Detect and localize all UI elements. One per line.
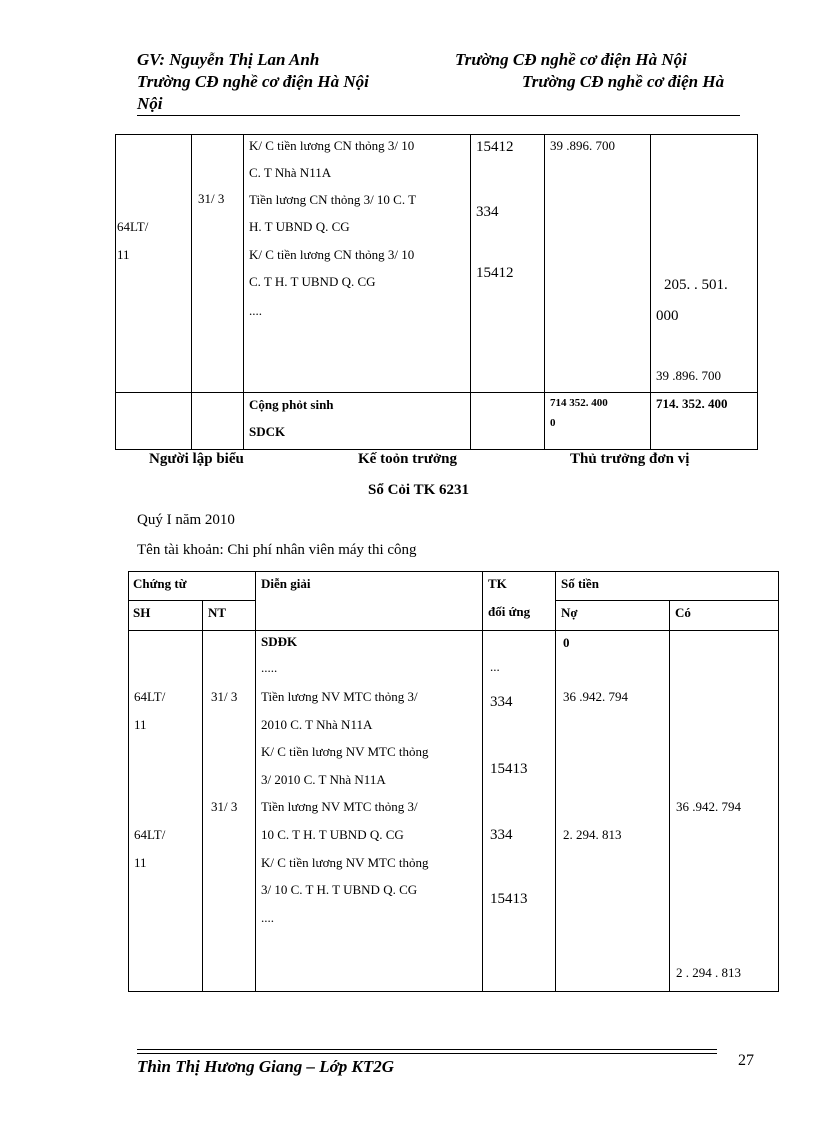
tk-dots: ... [490, 659, 500, 674]
tk-cell: 15412 [476, 139, 514, 155]
desc-line: .... [249, 303, 262, 318]
signature-accountant: Kế toỏn trưởng [358, 451, 457, 467]
page-number: 27 [738, 1052, 754, 1069]
desc-line: Tiền lương CN thỏng 3/ 10 C. T [249, 192, 417, 207]
no-cell: 36 .942. 794 [563, 689, 628, 704]
sdk-value: 0 [563, 635, 570, 650]
tk-cell: 15412 [476, 265, 514, 281]
ledger-account-name: Tên tài khoản: Chi phí nhân viên máy thi công [137, 542, 417, 558]
desc-line: 3/ 10 C. T H. T UBND Q. CG [261, 882, 418, 897]
table-row [129, 631, 779, 992]
total-no: 714 352. 400 [550, 397, 608, 409]
desc-line: K/ C tiền lương CN thỏng 3/ 10 [249, 138, 415, 153]
desc-line: Tiền lương NV MTC thỏng 3/ [261, 799, 418, 814]
account-table-1 [115, 134, 758, 450]
footer-author: Thìn Thị Hương Giang – Lớp KT2G [137, 1057, 395, 1076]
sh-cell: 11 [117, 247, 130, 262]
header-sh: SH [133, 605, 151, 620]
total-co: 714. 352. 400 [656, 396, 728, 411]
desc-line: C. T H. T UBND Q. CG [249, 274, 376, 289]
sdck-label: SDCK [249, 424, 286, 439]
desc-line: K/ C tiền lương NV MTC thỏng [261, 855, 429, 870]
signature-head: Thủ trưởng đơn vị [570, 451, 690, 467]
nt-cell: 31/ 3 [211, 799, 238, 814]
desc-line: 10 C. T H. T UBND Q. CG [261, 827, 404, 842]
header-nt: NT [208, 605, 227, 620]
total-no: 0 [550, 417, 556, 429]
ledger-table [128, 571, 779, 992]
co-cell: 000 [656, 308, 679, 324]
header-tk: TK [488, 576, 507, 591]
sh-cell: 11 [134, 855, 147, 870]
sh-cell: 11 [134, 717, 147, 732]
co-cell: 36 .942. 794 [676, 799, 741, 814]
desc-line: 3/ 2010 C. T Nhà N11A [261, 772, 386, 787]
sh-cell: 64LT/ [117, 219, 149, 234]
tk-cell: 334 [490, 694, 513, 710]
table-row [116, 135, 758, 393]
desc-line: Tiền lương NV MTC thỏng 3/ [261, 689, 418, 704]
signature-preparer: Người lập biểu [149, 451, 244, 467]
nt-cell: 31/ 3 [198, 191, 225, 206]
desc-line: K/ C tiền lương CN thỏng 3/ 10 [249, 247, 415, 262]
co-cell: 205. . 501. [664, 277, 728, 293]
desc-line: K/ C tiền lương NV MTC thỏng [261, 744, 429, 759]
desc-line: H. T UBND Q. CG [249, 219, 350, 234]
header-doi-ung: đối ứng [488, 604, 531, 619]
ledger-title: Sổ Cỏi TK 6231 [368, 482, 469, 498]
no-cell: 39 .896. 700 [550, 138, 615, 153]
no-cell: 2. 294. 813 [563, 827, 622, 842]
desc-line: .... [261, 910, 274, 925]
desc-line: 2010 C. T Nhà N11A [261, 717, 373, 732]
table-row-total [116, 393, 758, 450]
desc-line: C. T Nhà N11A [249, 165, 332, 180]
header-so-tien: Số tiền [561, 576, 599, 591]
tk-cell: 15413 [490, 891, 528, 907]
header-school-right: Trường CĐ nghề cơ điện Hà Nội [455, 50, 687, 69]
header-co: Có [675, 605, 691, 620]
header-school-line3: Nội [137, 94, 163, 113]
sh-cell: 64LT/ [134, 827, 166, 842]
header-dien-giai: Diễn giải [261, 576, 311, 591]
header-school-line2-left: Trường CĐ nghề cơ điện Hà Nội [137, 72, 369, 91]
total-label: Cộng phỏt sinh [249, 397, 334, 412]
table-header-row [129, 572, 779, 601]
sh-cell: 64LT/ [134, 689, 166, 704]
header-chung-tu: Chứng từ [133, 576, 187, 591]
ledger-period: Quý I năm 2010 [137, 512, 235, 528]
header-teacher: GV: Nguyễn Thị Lan Anh [137, 50, 320, 69]
nt-cell: 31/ 3 [211, 689, 238, 704]
tk-cell: 15413 [490, 761, 528, 777]
co-cell: 39 .896. 700 [656, 368, 721, 383]
tk-cell: 334 [490, 827, 513, 843]
tk-cell: 334 [476, 204, 499, 220]
sdk-label: SDĐK [261, 634, 298, 649]
desc-dots: ..... [261, 660, 278, 675]
header-school-line2-right: Trường CĐ nghề cơ điện Hà [522, 72, 725, 91]
footer-rule [137, 1049, 717, 1050]
header-no: Nợ [561, 605, 578, 620]
co-cell: 2 . 294 . 813 [676, 965, 741, 980]
footer-rule-2 [137, 1053, 717, 1054]
header-rule [137, 115, 740, 116]
